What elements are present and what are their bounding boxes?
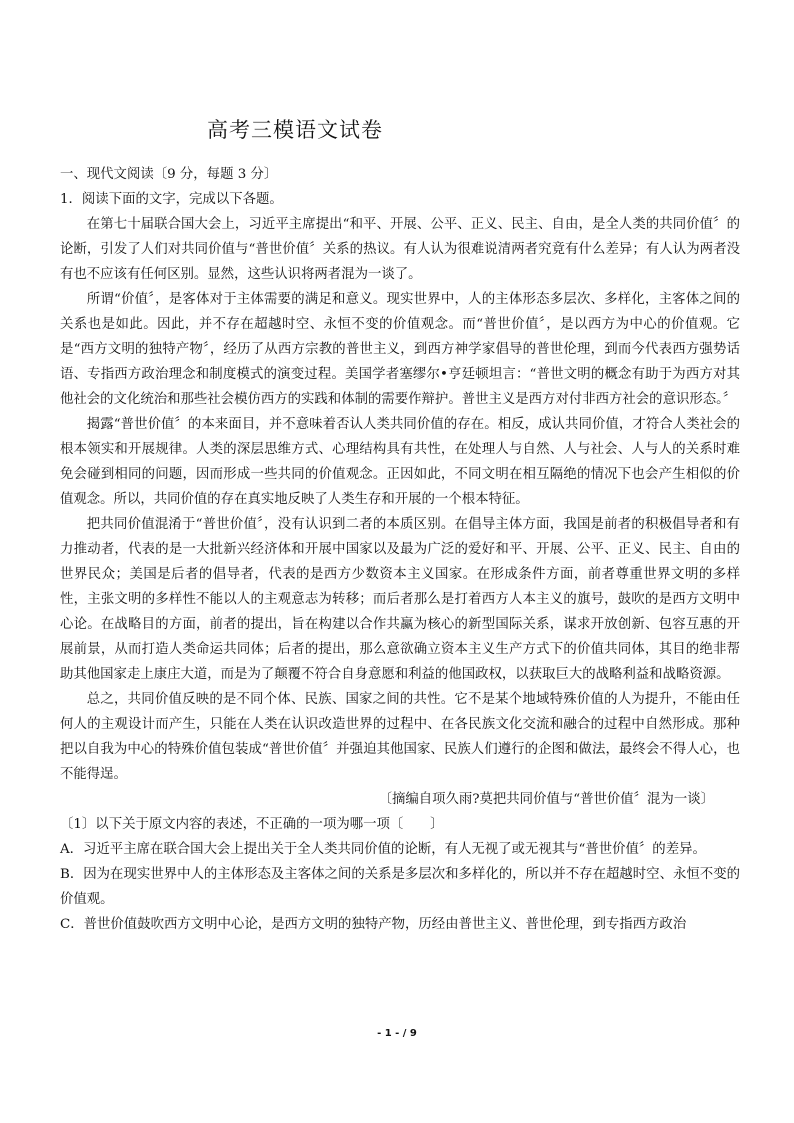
passage-paragraph: 所谓“价值〞，是客体对于主体需要的满足和意义。现实世界中，人的主体形态多层次、多样化，主客体之间的关系也是如此。因此，并不存在超越时空、永恒不变的价值观念。而“普世价值〞，是以西方为中心的价值观。它是“西方文明的独特产物〞，经历了从西方宗教的普世主义，到西方神学家倡导的普世伦理，到而今代表西方强势话语、专指西方政治理念和制度模式的演变过程。美国学者塞缪尔•亨廷顿坦言：“普世文明的概念有助于为西方对其他社会的文化统治和那些社会模仿西方的实践和体制的需要作辩护。普世主义是西方对付非西方社会的意识形态。〞 [60, 292, 740, 407]
section-heading: 一、现代文阅读〔9 分，每题 3 分〕 [60, 167, 278, 182]
question-intro: 1．阅读下面的文字，完成以下各题。 [60, 192, 283, 207]
option-c: C．普世价值鼓吹西方文明中心论，是西方文明的独特产物，历经由普世主义、普世伦理，到专指西方政治 [60, 917, 687, 932]
exam-content [60, 162, 740, 937]
option-a: A．习近平主席在联合国大会上提出关于全人类共同价值的论断，有人无视了或无视其与“普世价值〞的差异。 [60, 842, 706, 857]
passage-paragraph: 在第七十届联合国大会上，习近平主席提出“和平、开展、公平、正义、民主、自由，是全人类的共同价值〞的论断，引发了人们对共同价值与“普世价值〞关系的热议。有人认为很难说清两者究竟有什么差异；有人认为两者没有也不应该有任何区别。显然，这些认识将两者混为一谈了。 [60, 217, 740, 282]
passage-source: 〔摘编自项久雨?莫把共同价值与“普世价值〞混为一谈〕 [378, 792, 714, 807]
passage-paragraph: 揭露“普世价值〞的本来面目，并不意味着否认人类共同价值的存在。相反，成认共同价值，才符合人类社会的根本领实和开展规律。人类的深层思维方式、心理结构具有共性，在处理人与自然、人与社会、人与人的关系时难免会碰到相同的问题，因而形成一些共同的价值观念。正因如此，不同文明在相互隔绝的情况下也会产生相似的价值观念。所以，共同价值的存在真实地反映了人类生存和开展的一个根本特征。 [60, 417, 740, 507]
passage-paragraph: 总之，共同价值反映的是不同个体、民族、国家之间的共性。它不是某个地域特殊价值的人为提升，不能由任何人的主观设计而产生，只能在人类在认识改造世界的过程中、在各民族文化交流和融合的过程中自然形成。那种把以自我为中心的特殊价值包装成“普世价值〞并强迫其他国家、民族人们遵行的企图和做法，最终会不得人心，也不能得逞。 [60, 692, 740, 782]
exam-title: 高考三模语文试卷 [207, 118, 383, 142]
page-number: - 1 - / 9 [377, 1028, 417, 1039]
option-b: B．因为在现实世界中人的主体形态及主客体之间的关系是多层次和多样化的，所以并不存在超越时空、永恒不变的价值观。 [60, 867, 740, 907]
question-stem: 〔1〕以下关于原文内容的表述，不正确的一项为哪一项〔 〕 [60, 817, 444, 832]
passage-paragraph: 把共同价值混淆于“普世价值〞，没有认识到二者的本质区别。在倡导主体方面，我国是前者的积极倡导者和有力推动者，代表的是一大批新兴经济体和开展中国家以及最为广泛的爱好和平、开展、公平、正义、民主、自由的世界民众；美国是后者的倡导者，代表的是西方少数资本主义国家。在形成条件方面，前者尊重世界文明的多样性，主张文明的多样性不能以人的主观意志为转移；而后者那么是打着西方人本主义的旗号，鼓吹的是西方文明中心论。在战略目的方面，前者的提出，旨在构建以合作共赢为核心的新型国际关系，谋求开放创新、包容互惠的开展前景，从而打造人类命运共同体；后者的提出，那么意欲确立资本主义生产方式下的价值共同体，其目的绝非帮助其他国家走上康庄大道，而是为了颠覆不符合自身意愿和利益的他国政权，以获取巨大的战略利益和战略资源。 [60, 517, 740, 682]
